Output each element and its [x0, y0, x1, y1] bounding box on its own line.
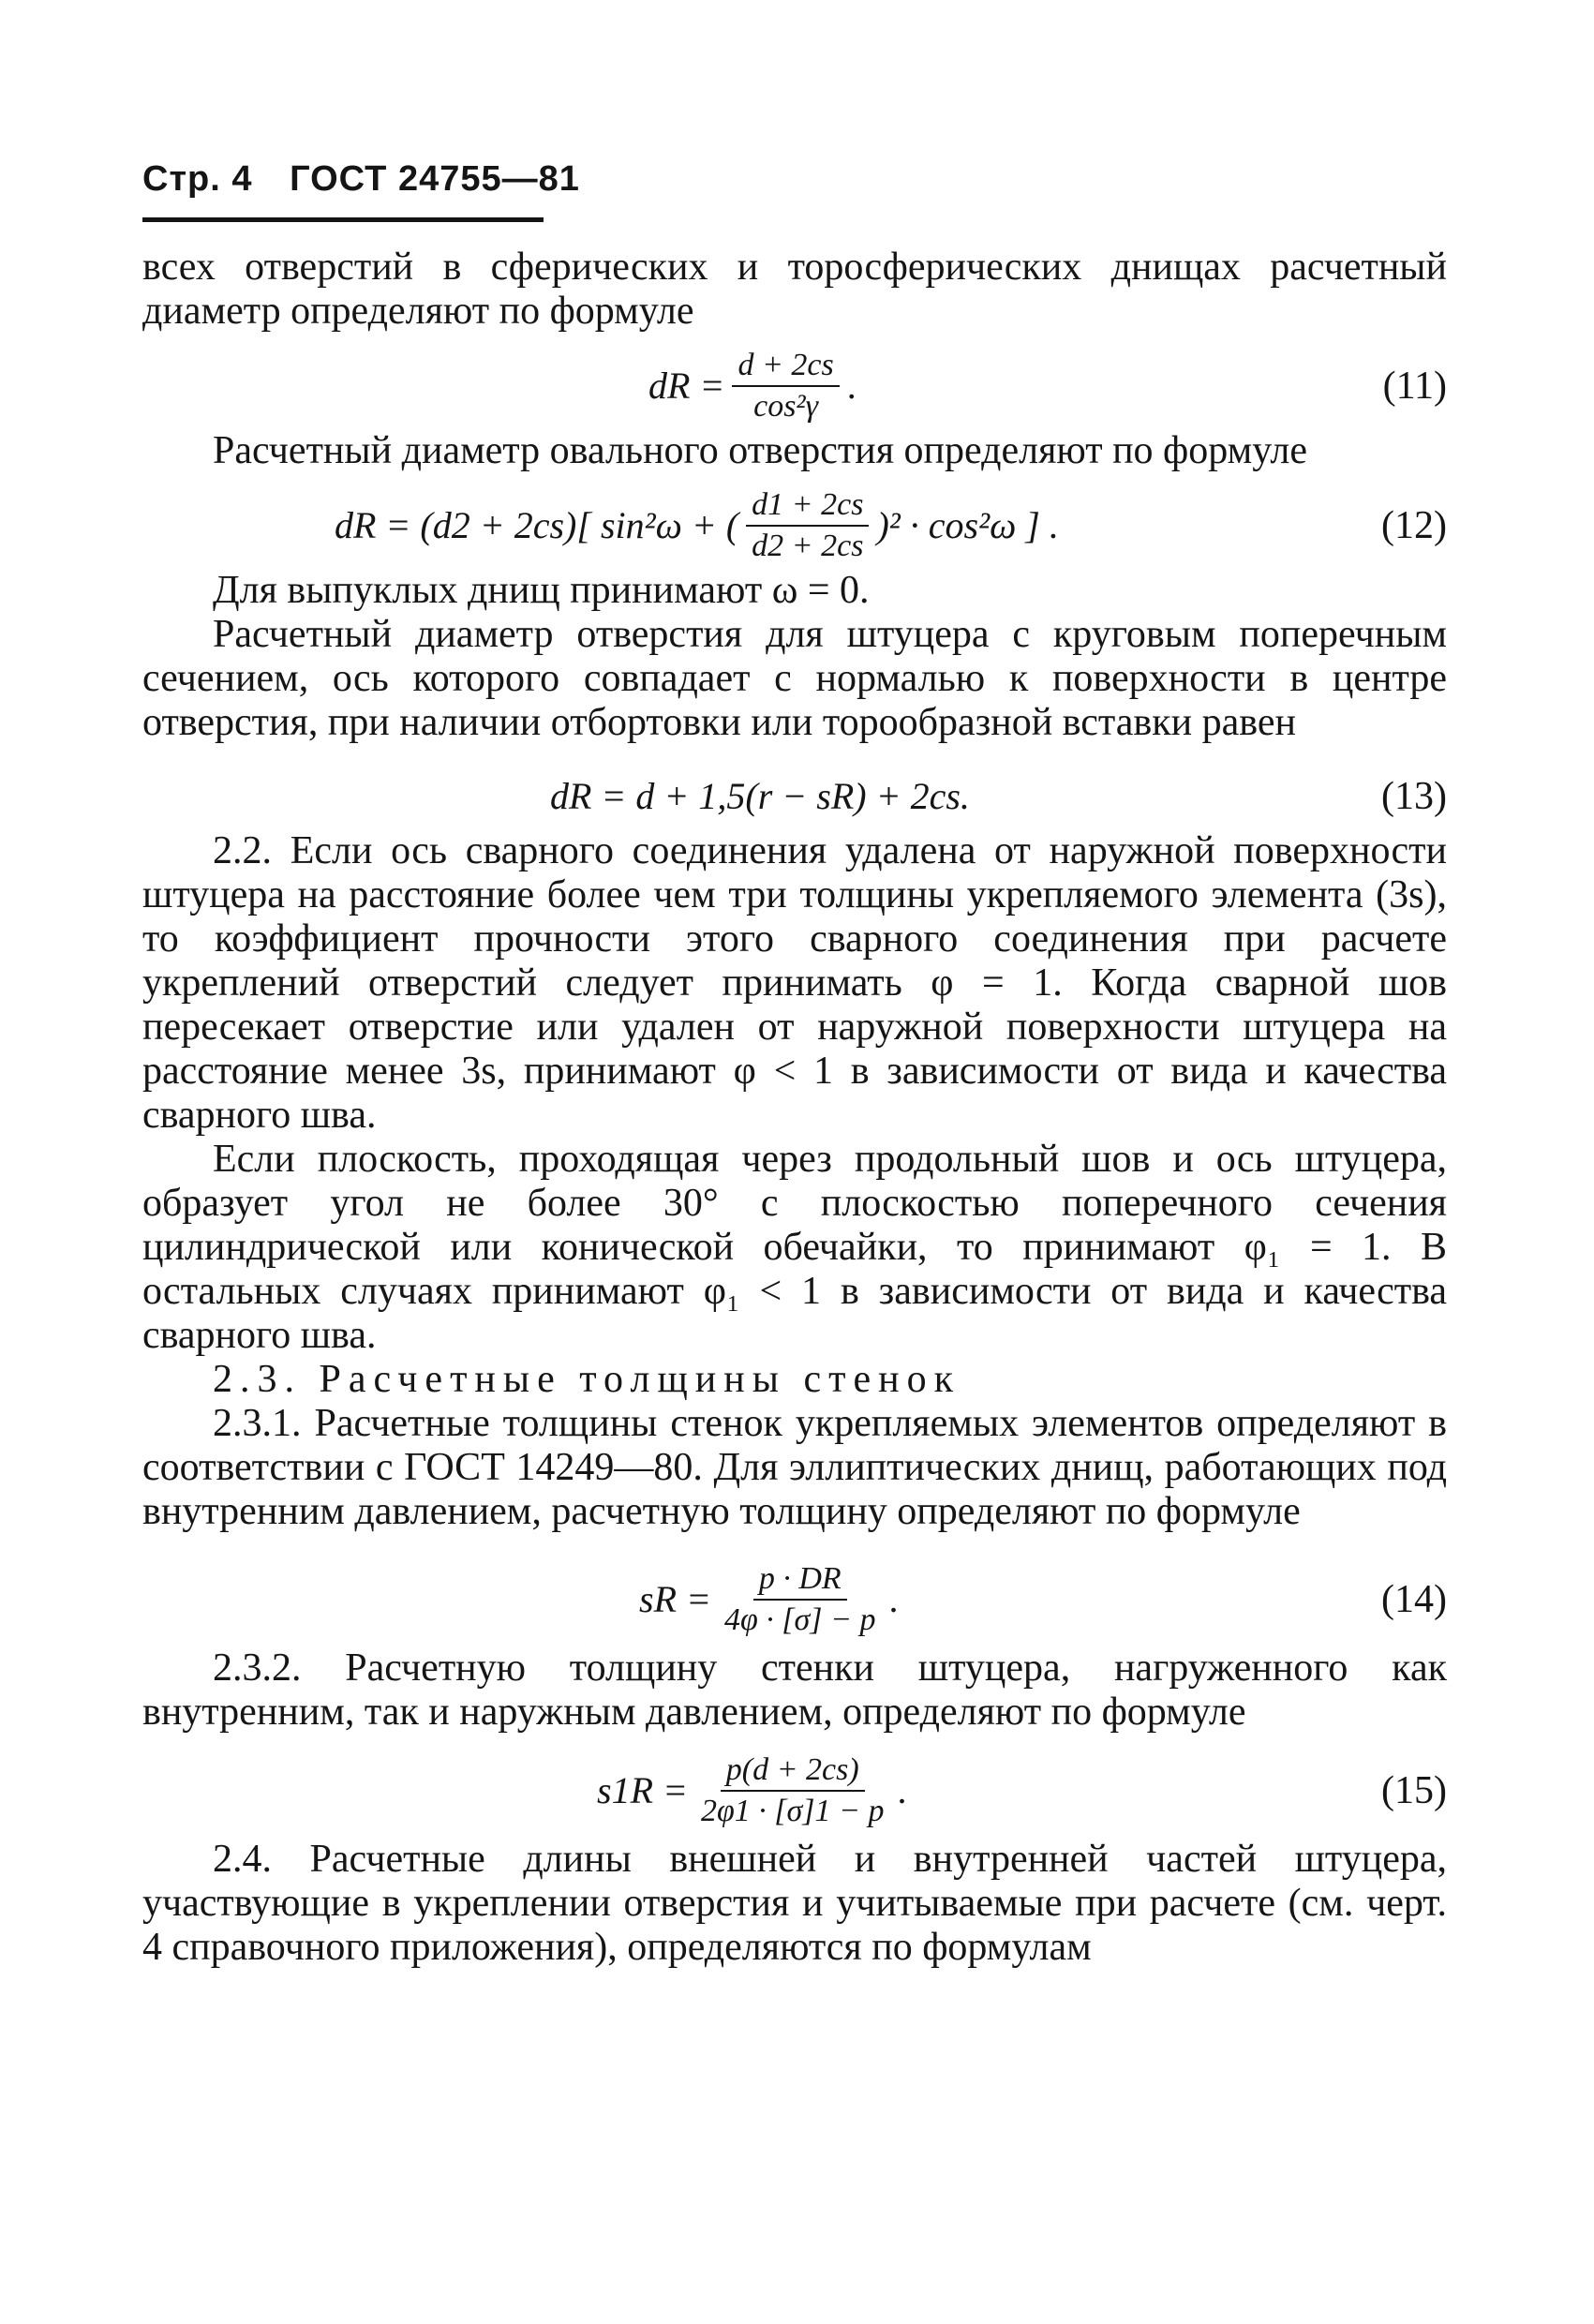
eq11-fraction [732, 350, 839, 423]
paragraph-2-2: 2.2. Если ось сварного соединения удалена от наружной поверхности штуцера на расстояние более чем три толщины укрепляемого элемента (3s), то коэффициент прочности этого сварного соединения при расчете укреплений отверстий следует принимать φ = 1. Когда сварной шов пересекает отверстие или удален от наружной поверхности штуцера на расстояние менее 3s, принимают φ < 1 в зависимости от вида и качества сварного шва. [142, 829, 1447, 1137]
eq15-denominator: 2φ1 · [σ]1 − p [701, 1794, 885, 1828]
eq11-number: (11) [1382, 365, 1447, 408]
eq14-number: (14) [1381, 1578, 1447, 1621]
eq12-fraction [746, 489, 869, 562]
page-number: Стр. 4 [142, 159, 253, 199]
eq11-tail: . [846, 365, 857, 407]
paragraph-convex-heads: Для выпуклых днищ принимают ω = 0. [213, 569, 870, 612]
eq14-numerator: p · DR [753, 1563, 847, 1601]
paragraph-2-3-2: 2.3.2. Расчетную толщину стенки штуцера, нагруженного как внутренним, так и наружным давлением, определяют по формуле [142, 1646, 1447, 1734]
page-body [142, 246, 1447, 1970]
eq12-lhs: dR = (d2 + 2cs)[ sin²ω + ( [335, 504, 739, 546]
eq12-numerator: d1 + 2cs [746, 489, 869, 527]
equation-15 [142, 1744, 1447, 1838]
equation-12 [142, 483, 1447, 569]
eq13-body: dR = d + 1,5(r − sR) + 2cs. [550, 775, 970, 817]
equation-14 [142, 1553, 1447, 1646]
eq14-tail: . [888, 1578, 899, 1620]
eq13-number: (13) [1381, 775, 1447, 818]
eq15-numerator: p(d + 2cs) [721, 1754, 865, 1792]
eq12-tail: )² · cos²ω ] . [876, 504, 1059, 546]
section-heading-2-3: 2.3. Расчетные толщины стенок [213, 1358, 961, 1401]
paragraph-holes-intro: всех отверстий в сферических и торосферических днищах расчетный диаметр определяют по формуле [142, 246, 1447, 333]
eq14-denominator: 4φ · [σ] − p [724, 1602, 876, 1637]
paragraph-plane-angle: Если плоскость, проходящая через продольный шов и ось штуцера, образует угол не более 30° с плоскостью поперечного сечения цилиндрической или конической обечайки, то принимают φ₁ = 1. В остальных случаях принимают φ₁ < 1 в зависимости от вида и качества сварного шва. [142, 1138, 1447, 1357]
page-header [142, 159, 580, 200]
paragraph-2-4: 2.4. Расчетные длины внешней и внутренней частей штуцера, участвующие в укреплении отверстия и учитываемые при расчете (см. черт. 4 справочного приложения), определяются по формулам [142, 1838, 1447, 1969]
eq15-fraction [695, 1754, 889, 1827]
eq15-number: (15) [1381, 1769, 1447, 1812]
header-rule [142, 217, 544, 222]
eq12-denominator: d2 + 2cs [752, 529, 864, 563]
eq15-tail: . [897, 1769, 907, 1811]
equation-11 [142, 343, 1447, 429]
equation-13 [142, 764, 1447, 829]
paragraph-2-3-1: 2.3.1. Расчетные толщины стенок укрепляемых элементов определяют в соответствии с ГОСТ 14249—80. Для эллиптических днищ, работающих под внутренним давлением, расчетную толщину определяют по формуле [142, 1402, 1447, 1533]
eq11-denominator: cos²γ [753, 389, 819, 424]
eq15-lhs: s1R = [597, 1769, 688, 1811]
paragraph-circular-nozzle: Расчетный диаметр отверстия для штуцера с круговым поперечным сечением, ось которого совпадает с нормалью к поверхности в центре отверстия, при наличии отбортовки или торообразной вставки равен [142, 613, 1447, 744]
paragraph-oval-hole: Расчетный диаметр овального отверстия определяют по формуле [213, 429, 1307, 472]
eq11-lhs: dR = [648, 365, 725, 407]
eq14-lhs: sR = [639, 1578, 711, 1620]
standard-code: ГОСТ 24755—81 [290, 159, 580, 199]
eq14-fraction [719, 1563, 881, 1636]
eq11-numerator: d + 2cs [732, 350, 839, 387]
eq12-number: (12) [1381, 504, 1447, 547]
